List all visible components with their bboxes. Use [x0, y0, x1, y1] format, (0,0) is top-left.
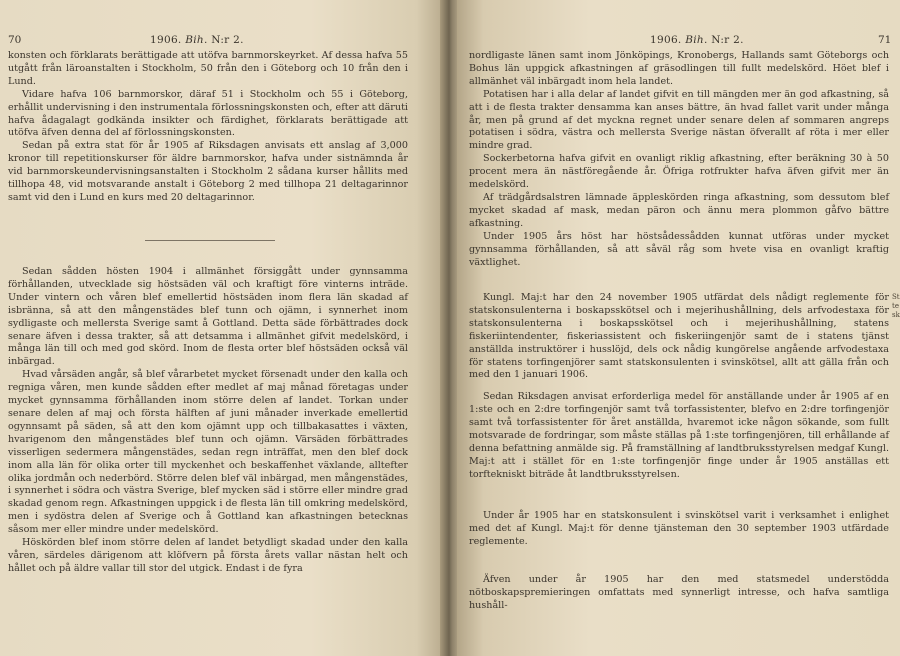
left-header-number: N:r 2.	[211, 34, 244, 46]
right-header-number: N:r 2.	[711, 34, 744, 46]
left-bottom-paragraph: Sedan sådden hösten 1904 i allmänhet försiggått under gynnsamma förhållanden, utvecklade sig höstsäden väl och kraftigt före vinterns inträde. Under vintern och våren blef emellertid höstsäden inom flera län skadad af isbränna, så att den mångenstädes blef tunn och ojämn, i synnerhet inom sydligaste och mellersta Sverige samt å Gottland. Detta säde förbättrades dock senare äfven i dessa trakter, så att detsamma i allmänhet gifvit medelskörd, i många län till och med god skörd. Inom de flesta orter blef höstsäden också väl inbärgad.	[8, 266, 408, 368]
left-top-text	[8, 50, 408, 205]
right-header-year: 1906.	[650, 34, 682, 46]
right-page	[457, 0, 900, 656]
margin-note-line: St	[892, 293, 900, 301]
right-running-header	[650, 34, 744, 46]
left-top-paragraph: Vidare hafva 106 barnmorskor, däraf 51 i Stockholm och 55 i Göteborg, erhållit undervisning i den instrumentala förlossningskonsten och, efter att däruti hafva ådagalagt godkända insikter och färdighet, förklarats berättigade att utöfva äfven denna del af förlossningskonsten.	[8, 88, 408, 139]
right-text-block-3	[469, 510, 889, 549]
left-page	[0, 0, 443, 656]
right-paragraph: nordligaste länen samt inom Jönköpings, Kronobergs, Hallands samt Göteborgs och Bohus län uppgick afkastningen af gräsodlingen till fullt medelskörd. Höet blef i allmänhet väl inbärgadt inom hela landet.	[469, 50, 889, 87]
right-text-block-4	[469, 574, 889, 613]
right-text-block-1	[469, 50, 889, 269]
right-paragraph: Sockerbetorna hafva gifvit en ovanligt riklig afkastning, efter beräkning 30 à 50 procent mera än nästföregående år. Öfriga rotfrukter hafva äfven gifvit mer än medelskörd.	[469, 153, 889, 191]
right-paragraph: Under år 1905 har en statskonsulent i svinskötsel varit i verksamhet i enlighet med det af Kungl. Maj:t för denne tjänsteman den 30 september 1903 utfärdade reglemente.	[469, 510, 889, 547]
left-header-year: 1906.	[150, 34, 182, 46]
right-page-number: 71	[878, 34, 892, 46]
right-header-italic: Bih.	[685, 34, 708, 46]
margin-note-line: sk	[892, 311, 900, 319]
left-header-italic: Bih.	[185, 34, 208, 46]
left-bottom-text	[8, 266, 408, 576]
right-paragraph: Potatisen har i alla delar af landet gifvit en till mängden mer än god afkastning, så att i de flesta trakter densamma kan anses bättre, än hvad fallet varit under många år, men på grund af det myckna regnet under senare delen af sommaren angreps potatisen i södra, västra och mellersta Sverige nästan öfverallt af röta i mer eller mindre grad.	[469, 88, 889, 152]
left-running-header	[150, 34, 244, 46]
left-bottom-paragraph: Hvad vårsäden angår, så blef vårarbetet mycket försenadt under den kalla och regniga våren, men kunde sådden efter medlet af maj månad företagas under mycket gynnsamma förhållanden inom större delen af landet. Torkan under senare delen af maj och första hälften af juni månader inverkade emellertid ogynnsamt på säden, så att den kom ojämnt upp och tillbakasattes i växten, hvarigenom den mångenstädes blef tunn och ojämn. Värsäden förbättrades visserligen sedermera mångenstädes, sedan regn inträffat, men den blef dock inom alla län för olika orter till myckenhet och beskaffenhet växlande, alltefter olika jordmån och nederbörd. Större delen blef väl inbärgad, men mångenstädes, i synnerhet i södra och västra Sverige, blef mycken säd i större eller mindre grad skadad genom regn. Afkastningen uppgick i de flesta län till omkring medelskörd, men i sydöstra delen af Sverige och å Gottland kan afkastningen betecknas såsom mer eller mindre under medelskörd.	[8, 369, 408, 536]
left-top-paragraph: Sedan på extra stat för år 1905 af Riksdagen anvisats ett anslag af 3,000 kronor till repetitionskurser för äldre barnmorskor, hafva under sistnämnda år vid barnmorskeundervisningsanstalten i Stockholm 2 sådana kurser hållits med tillhopa 48, vid motsvarande anstalt i Göteborg 2 med tillhopa 21 deltagarinnor samt vid den i Lund en kurs med 20 deltagarinnor.	[8, 140, 408, 203]
margin-note	[892, 293, 900, 320]
right-paragraph: Sedan Riksdagen anvisat erforderliga medel för anställande under år 1905 af en 1:ste och en 2:dre torfingenjör samt två torfassistenter, blefvo en 2:dre torfingenjör samt två torfassistenter för året anställda, hvaremot icke någon sökande, som fullt motsvarade de fordringar, som måste ställas på 1:ste torfingenjören, till erhållande af denna befattning anmälde sig. På framställning af landtbruksstyrelsen medgaf Kungl. Maj:t att i stället för en 1:ste torfingenjör finge under år 1905 anställas ett torftekniskt biträde åt landtbruksstyrelsen.	[469, 391, 889, 480]
right-text-block-2	[469, 292, 889, 482]
left-bottom-paragraph: Höskörden blef inom större delen af landet betydligt skadad under den kalla våren, särdeles därigenom att klöfvern på första årets vallar nästan helt och hållet och på äldre vallar till stor del utgick. Endast i de fyra	[8, 537, 408, 574]
section-divider	[145, 240, 275, 241]
right-paragraph: Af trädgårdsalstren lämnade äppleskörden ringa afkastning, som dessutom blef mycket skadad af mask, medan päron och ännu mera plommon gåfvo bättre afkastning.	[469, 191, 889, 229]
margin-note-line: te	[892, 302, 899, 310]
right-paragraph: Äfven under år 1905 har den med statsmedel understödda nötboskapspremieringen omfattats med synnerligt intresse, och hafva samtliga hushåll-	[469, 574, 889, 611]
right-paragraph: Kungl. Maj:t har den 24 november 1905 utfärdat dels nådigt reglemente för statskonsulenterna i boskapsskötsel och i mejerihushållning, dels arfvodestaxa för statskonsulenterna i boskapsskötsel och i mejerihushållning, statens fiskeriintendenter, fiskeriassistent och fiskeriingenjör samt de i statens tjänst anställda instruktörer i husslöjd, dels ock nådig kungörelse angående arfvodestaxa för statens torfingenjörer samt statskonsulenten i svinskötsel, allt att gälla från och med den 1 januari 1906.	[469, 292, 889, 381]
left-page-number: 70	[8, 34, 22, 46]
left-top-paragraph: konsten och förklarats berättigade att utöfva barnmorskeyrket. Af dessa hafva 55 utgått från läroanstalten i Stockholm, 50 från den i Göteborg och 10 från den i Lund.	[8, 50, 408, 87]
right-paragraph: Under 1905 års höst har höstsådessådden kunnat utföras under mycket gynnsamma förhållanden, så att såväl råg som hvete visa en ovanligt kraftig växtlighet.	[469, 230, 889, 268]
